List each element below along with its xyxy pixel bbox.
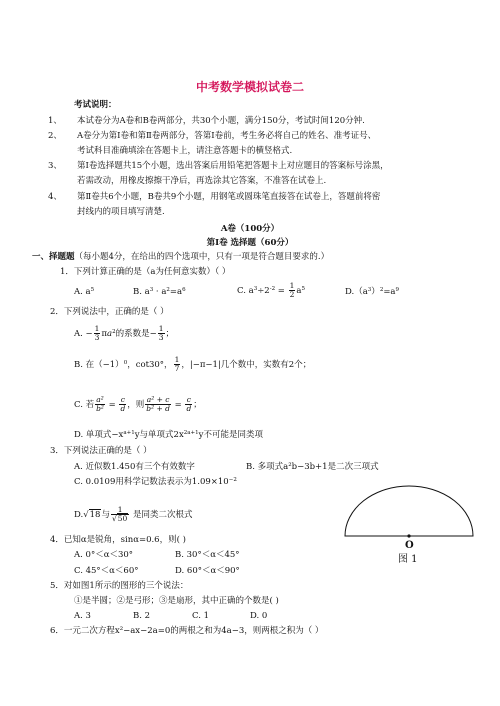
q5-option-c: C. 1 — [192, 611, 210, 621]
section-a-heading: A卷（100分） — [220, 224, 280, 234]
instruction-3-num: 3、 — [48, 161, 62, 171]
instruction-3-line2: 若需改动，用橡皮擦擦干净后，再选涂其它答案，不准答在试卷上. — [77, 176, 327, 186]
figure-caption: 图 1 — [398, 554, 418, 565]
q5-statements: ①是半圆；②是弓形；③是扇形，其中正确的个数是( ) — [74, 596, 279, 606]
q4-option-c: C. 45°＜α＜60° — [74, 566, 139, 576]
instruction-2-line2: 考试科目准确填涂在答题卡上，请注意答题卡的横竖格式. — [77, 146, 293, 156]
q5-stem: 5．对如图1所示的图形的三个说法： — [50, 581, 189, 591]
instructions-heading: 考试说明： — [74, 100, 117, 110]
q3-option-a: A. 近似数1.450有三个有效数字 — [74, 462, 195, 472]
part1-instruction — [32, 252, 329, 262]
instruction-4-num: 4、 — [48, 192, 62, 202]
q5-option-a: A. 3 — [74, 611, 91, 621]
instruction-1-num: 1、 — [48, 116, 62, 126]
q5-option-d: D. 0 — [250, 611, 268, 621]
q2-option-c: C. 若 $\frac{\text{a²}}{\text{b²}}$ = $\frac{c}{d}$ ，则 $\frac{\text{a² + c}}{\text{b² + d}}$ = $\frac{c}{d}$ ； — [74, 395, 202, 413]
q1-option-b: B. $a^3 \cdot a^2=a^6$ — [133, 287, 186, 297]
q1-stem: 1．下列计算正确的是（a为任何意实数）（ ） — [60, 267, 231, 277]
q3-option-b: B. 多项式a²b−3b+1是二次三项式 — [246, 462, 379, 472]
q4-option-d: D. 60°＜α＜90° — [175, 566, 240, 576]
q3-option-d: D.√18与 $\frac{1}{√50}$ 是同类二次根式 — [74, 505, 193, 523]
instruction-4-line1: 第Ⅱ卷共6个小题，B卷共9个小题，用钢笔或圆珠笔直接答在试卷上，答题前将密 — [77, 192, 381, 202]
part1-desc: （每小题4分，在给出的四个选项中，只有一项是符合题目要求的.） — [74, 252, 330, 262]
q4-stem: 4．已知α是锐角，sinα=0.6，则( ) — [50, 535, 186, 545]
instruction-4-line2: 封线内的项目填写清楚. — [77, 207, 165, 217]
q4-option-a: A. 0°＜α＜30° — [74, 550, 134, 560]
q1-option-c: C. $a^3\div 2^{-2}$ = $\frac{1}{2}$ $a^5$ — [237, 281, 305, 299]
q2-stem: 2．下列说法中，正确的是（ ） — [50, 307, 169, 317]
instruction-2-line1: A卷分为第Ⅰ卷和第Ⅱ卷两部分，答第Ⅰ卷前，考生务必将自己的姓名、准考证号、 — [77, 131, 377, 141]
instruction-3-line1: 第Ⅰ卷选择题共15个小题，选出答案后用铅笔把答题卡上对应题目的答案标号涂黑， — [77, 161, 389, 171]
instruction-2-num: 2、 — [48, 131, 62, 141]
q4-option-b: B. 30°＜α＜45° — [175, 550, 240, 560]
q3-option-c: C. 0.0109用科学记数法表示为$1.09\times 10^{-2}$ — [74, 477, 237, 487]
figure-center-label: O — [405, 540, 414, 551]
q1-option-d: $D.(a^3)^2=a^9$ — [345, 287, 400, 297]
section-1-heading: 第Ⅰ卷 选择题（60分） — [206, 238, 294, 248]
q3-stem: 3．下列说法正确的是（ ） — [50, 446, 152, 456]
part1-label: 一、择题题 — [32, 252, 75, 262]
q2-option-b: B. 在$(-1)^0$，cot30°， $\frac{1}{7}$ ，|−π−1|几个数中，实数有2个； — [74, 355, 312, 373]
instruction-1-text: 本试卷分为A卷和B卷两部分，共30个小题，满分150分，考试时间120分钟. — [77, 116, 365, 126]
q2-option-a: A. − $\frac{1}{3}$ $\pi a^2$的系数是− $\frac{1}{3}$ ； — [74, 324, 175, 342]
q2-option-d: D. 单项式$-x^{a+1}y$与单项式$2x^{2a+1}y$不可能是同类项 — [74, 430, 263, 440]
page-title: 中考数学模拟试卷二 — [195, 80, 304, 94]
q5-option-b: B. 2 — [133, 611, 151, 621]
q1-option-a: A. $a^5$ — [74, 287, 95, 297]
q6-stem: 6．一元二次方程x²−ax−2a=0的两根之和为4a−3，则两根之积为（ ） — [50, 626, 324, 636]
